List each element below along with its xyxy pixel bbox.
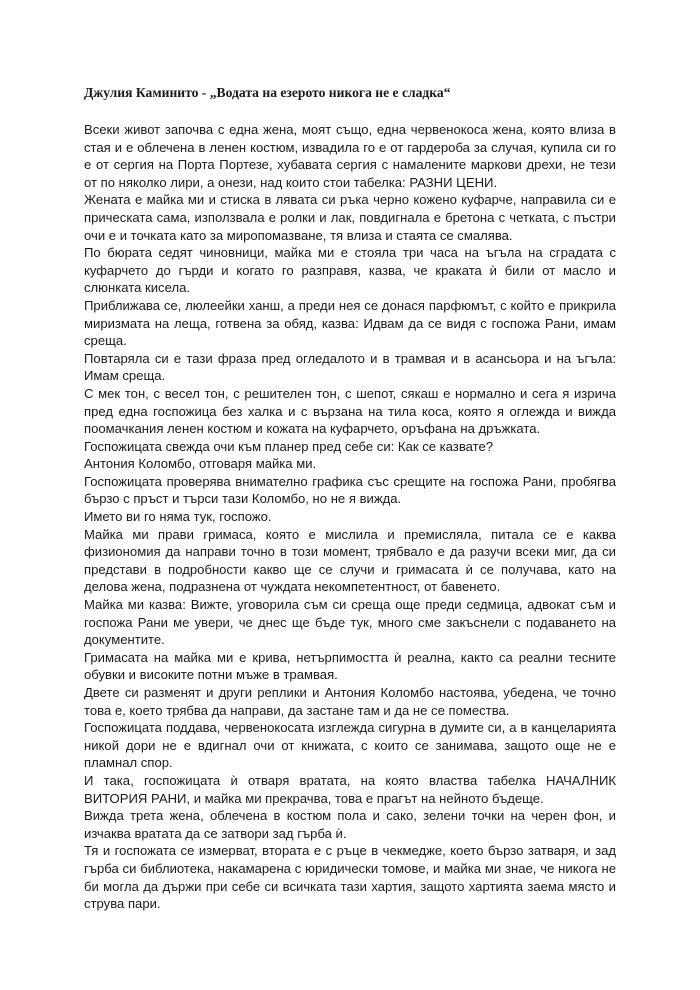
paragraph: Госпожицата свежда очи към планер пред себе си: Как се казвате? xyxy=(84,438,494,454)
paragraph: Двете си разменят и други реплики и Антония Коломбо настоява, убедена, че точно това е, което трябва да направи, да застане там и да не се помества. xyxy=(84,685,616,718)
paragraph: Всеки живот започва с една жена, моят също, една червенокоса жена, която влиза в стая и е облечена в ленен костюм, извадила го е от гардероба за случая, купила си го е от сергия на Порта Портезе, хубавата сергия с намалените маркови дрехи, не тези от по няколко лири, а онези, над които стои табелка: РАЗНИ ЦЕНИ. xyxy=(84,122,616,190)
paragraph: Антония Коломбо, отговаря майка ми. xyxy=(84,456,317,472)
paragraph: Повтаряла си е тази фраза пред огледалото и в трамвая и в асансьора и на ъгъла: Имам среща. xyxy=(84,350,616,384)
paragraph: С мек тон, с весел тон, с решителен тон, с шепот, сякаш е нормално и сега я изрича пред една госпожица без халка и с вързана на тила коса, която я оглежда и вижда поомачкания ленен костюм и кожата на куфарчето, оръфана на дръжката. xyxy=(84,385,616,437)
paragraph: Госпожицата поддава, червенокосата изглежда сигурна в думите си, а в канцеларията никой дори не е вдигнал очи от книжата, с които се занимава, защото още не е пламнал спор. xyxy=(84,720,616,771)
paragraph: Майка ми казва: Вижте, уговорила съм си среща още преди седмица, адвокат съм и госпожа Рани ме увери, че днес ще бъде тук, много сме закъснели с подаването на документите. xyxy=(84,597,616,648)
paragraph: Майка ми прави гримаса, която е мислила и премисляла, питала се е каква физиономия да направи точно в този момент, трябвало е да разучи всеки миг, да си представи в подробности какво ще се случи и гримасата ѝ се получава, като на делова жена, подразнена от чуждата некомпетентност, от бавенето. xyxy=(84,526,616,595)
paragraph: Тя и госпожата се измерват, втората е с ръце в чекмедже, което бързо затваря, и зад гърба си библиотека, накамарена с юридически томове, и майка ми знае, че никога не би могла да държи при себе си всичката тази хартия, защото хартията заема място и струва пари. xyxy=(84,843,616,912)
document-body xyxy=(84,121,616,913)
paragraph: Жената е майка ми и стиска в лявата си ръка черно кожено куфарче, направила си е прическата сама, използвала е ролки и лак, повдигнала е бретона с четката, с пъстри очи е и точката като за миропомазване, тя влиза и стаята се смалява. xyxy=(84,192,616,243)
paragraph: Гримасата на майка ми е крива, нетърпимостта ѝ реална, както са реални тесните обувки и високите потни мъже в трамвая. xyxy=(84,649,616,683)
document-page xyxy=(84,84,616,913)
paragraph: И така, госпожицата ѝ отваря вратата, на която властва табелка НАЧАЛНИК ВИТОРИЯ РАНИ, и майка ми прекрачва, това е прагът на нейното бъдеще. xyxy=(84,772,616,806)
document-title: Джулия Каминито - „Водата на езерото никога не е сладка“ xyxy=(84,85,451,100)
paragraph: Приближава се, люлеейки ханш, а преди нея се донася парфюмът, с който е прикрила миризмата на леща, готвена за обяд, казва: Идвам да се видя с госпожа Рани, имам среща. xyxy=(84,297,616,349)
paragraph: По бюрата седят чиновници, майка ми е стояла три часа на ъгъла на сградата с куфарчето до гърди и когато го разправя, казва, че краката ѝ били от масло и слюнката кисела. xyxy=(84,245,616,296)
paragraph: Госпожицата проверява внимателно графика със срещите на госпожа Рани, пробягва бързо с пръст и търси тази Коломбо, но не я вижда. xyxy=(84,473,616,507)
paragraph: Вижда трета жена, облечена в костюм пола и сако, зелени точки на черен фон, и изчаква вратата да се затвори зад гърба ѝ. xyxy=(84,808,616,841)
paragraph: Името ви го няма тук, госпожо. xyxy=(84,509,272,525)
